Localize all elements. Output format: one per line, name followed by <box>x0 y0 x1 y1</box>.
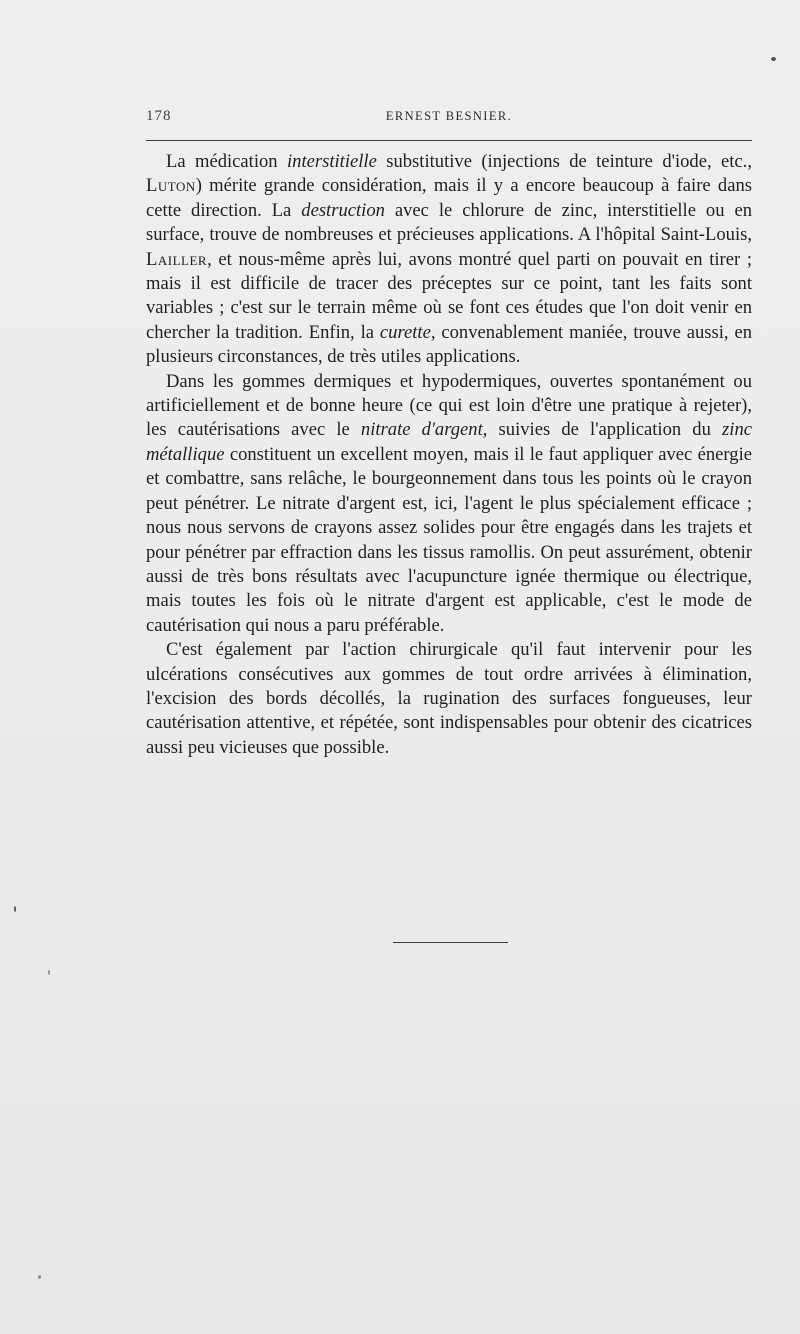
paper-speck <box>14 906 16 912</box>
text-run: suivies de l'application du <box>487 419 723 441</box>
author-name: Luton <box>146 175 196 197</box>
italic-term: interstitielle <box>286 151 377 172</box>
paragraph-2 <box>146 370 752 638</box>
paper-speck <box>48 970 50 975</box>
running-head: ERNEST BESNIER. <box>385 109 513 123</box>
page-number: 178 <box>146 108 172 124</box>
italic-term: destruction <box>301 199 385 221</box>
text-run: , et nous-même après lui, avons montré quel parti on pouvait en tirer ; mais il est difficile de tracer des préceptes sur ce point, tant les faits sont variables ; c'est sur le terrain même où se font ces études que l'on doit venir en chercher la tradition. Enfin, la <box>146 248 752 343</box>
italic-term: nitrate d'argent, <box>360 419 488 441</box>
author-name: Lailler <box>146 248 208 270</box>
text-run: avec le chlorure de zinc, interstitielle ou en surface, trouve de nombreuses et précieuses applications. A l'hôpital Saint-Louis, <box>146 199 752 246</box>
text-run: ) mérite grande considération, mais il y a encore beaucoup à faire dans cette direction. La <box>146 175 752 221</box>
paper-speck <box>38 1275 41 1279</box>
italic-term: curette, <box>379 321 436 343</box>
text-run: La médication <box>166 151 287 172</box>
text-run: constituent un excellent moyen, mais il le faut appliquer avec énergie et combattre, sans relâche, le bourgeonnement dans tous les points où le crayon peut pénétrer. Le nitrate d'argent est, ici, l'agent le plus spécialement efficace ; nous nous servons de crayons assez solides pour être engagés dans les trajets et pour pénétrer par effraction dans les tissus ramollis. On peut assurément, obtenir aussi de très bons résultats avec l'acupuncture ignée thermique ou électrique, mais toutes les fois où le nitrate d'argent est applicable, c'est le mode de cautérisation qui nous a paru préférable. <box>146 443 752 636</box>
paragraph-1 <box>146 150 752 370</box>
body-text <box>146 150 752 760</box>
paragraph-3 <box>146 638 752 760</box>
text-run: substitutive (injections de teinture d'iode, etc., <box>376 151 752 172</box>
text-run: convenablement maniée, trouve aussi, en plusieurs circonstances, de très utiles applications. <box>146 321 752 368</box>
header-rule <box>146 140 752 141</box>
text-run: Dans les gommes dermiques et hypodermiques, ouvertes spontanément ou artificiellement et de bonne heure (ce qui est loin d'être une pratique à rejeter), les cautérisations avec le <box>146 370 752 441</box>
section-end-rule <box>393 942 508 943</box>
text-run: C'est également par l'action chirurgicale qu'il faut intervenir pour les ulcérations consécutives aux gommes de tout ordre arrivées à élimination, l'excision des bords décollés, la rugination des surfaces fongueuses, leur cautérisation attentive, et répétée, sont indispensables pour obtenir des cicatrices aussi peu vicieuses que possible. <box>146 639 752 758</box>
paper-speck <box>771 57 776 61</box>
page-header <box>146 108 752 130</box>
italic-term: zinc métallique <box>146 419 752 465</box>
